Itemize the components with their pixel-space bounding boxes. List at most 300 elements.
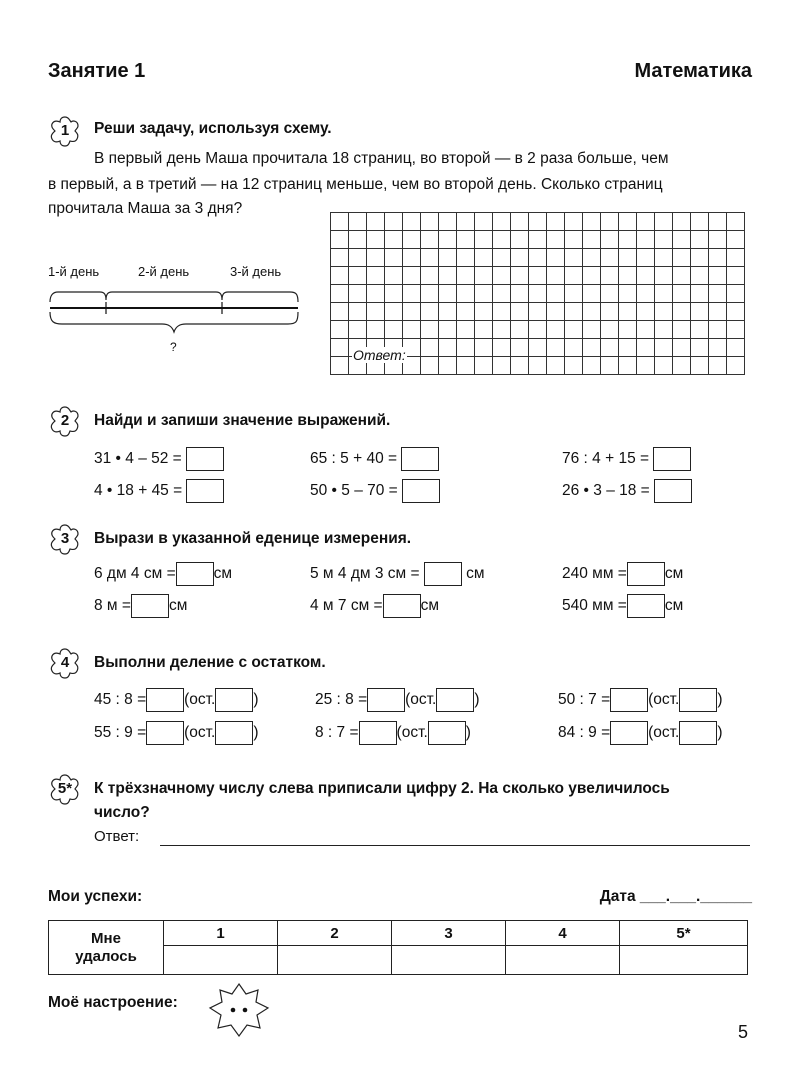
success-cell[interactable] (506, 946, 620, 975)
scheme-bottom-brace (50, 312, 298, 332)
grid-cell[interactable] (403, 249, 421, 267)
grid-cell[interactable] (691, 303, 709, 321)
grid-cell[interactable] (331, 321, 349, 339)
grid-cell[interactable] (601, 339, 619, 357)
grid-cell[interactable] (529, 249, 547, 267)
grid-cell[interactable] (547, 285, 565, 303)
grid-cell[interactable] (727, 321, 745, 339)
grid-cell[interactable] (619, 231, 637, 249)
remainder-close: ) (474, 691, 480, 708)
star-face-icon[interactable] (208, 982, 270, 1038)
scheme-day1-label: 1-й день (48, 264, 100, 279)
answer-box[interactable] (401, 447, 439, 471)
grid-cell[interactable] (457, 339, 475, 357)
grid-cell[interactable] (457, 357, 475, 375)
grid-cell[interactable] (331, 249, 349, 267)
remainder-close: ) (253, 691, 259, 708)
measure-text: 6 дм 4 см = (94, 565, 176, 582)
success-cell[interactable] (278, 946, 392, 975)
grid-cell[interactable] (493, 231, 511, 249)
task-2-badge (48, 404, 82, 438)
grid-cell[interactable] (601, 213, 619, 231)
remainder-label: (ост. (648, 691, 680, 708)
grid-cell[interactable] (547, 213, 565, 231)
grid-cell[interactable] (565, 321, 583, 339)
expression-text: 26 • 3 – 18 = (562, 482, 650, 499)
grid-cell[interactable] (403, 285, 421, 303)
grid-cell[interactable] (691, 357, 709, 375)
unit-label: см (420, 597, 439, 614)
division-text: 45 : 8 = (94, 691, 147, 708)
task-5-answer-line[interactable] (160, 844, 750, 846)
grid-cell[interactable] (475, 321, 493, 339)
answer-box[interactable] (176, 562, 214, 586)
grid-cell[interactable] (385, 213, 403, 231)
grid-cell[interactable] (367, 231, 385, 249)
grid-cell[interactable] (511, 357, 529, 375)
answer-box[interactable] (654, 479, 692, 503)
expression-text: 31 • 4 – 52 = (94, 450, 182, 467)
grid-cell[interactable] (331, 285, 349, 303)
task-3-item (310, 594, 439, 618)
grid-cell[interactable] (529, 303, 547, 321)
grid-cell[interactable] (619, 321, 637, 339)
task-4-item (94, 688, 259, 712)
answer-box[interactable] (627, 594, 665, 618)
grid-cell[interactable] (475, 267, 493, 285)
grid-cell[interactable] (709, 231, 727, 249)
grid-cell[interactable] (493, 357, 511, 375)
grid-cell[interactable] (511, 267, 529, 285)
grid-cell[interactable] (331, 339, 349, 357)
remainder-box[interactable] (436, 688, 474, 712)
quotient-box[interactable] (146, 721, 184, 745)
grid-cell[interactable] (421, 303, 439, 321)
grid-cell[interactable] (691, 267, 709, 285)
grid-cell[interactable] (475, 303, 493, 321)
task-2-item (310, 479, 440, 503)
grid-cell[interactable] (403, 213, 421, 231)
unit-label: см (168, 597, 188, 614)
grid-cell[interactable] (349, 249, 367, 267)
grid-cell[interactable] (727, 249, 745, 267)
grid-cell[interactable] (547, 249, 565, 267)
success-col-header: 3 (392, 921, 506, 946)
grid-cell[interactable] (421, 267, 439, 285)
success-cell[interactable] (164, 946, 278, 975)
grid-cell[interactable] (385, 231, 403, 249)
grid-cell[interactable] (583, 321, 601, 339)
quotient-box[interactable] (146, 688, 184, 712)
expression-text: 4 • 18 + 45 = (94, 482, 183, 499)
grid-cell[interactable] (619, 357, 637, 375)
grid-cell[interactable] (601, 321, 619, 339)
grid-cell[interactable] (403, 267, 421, 285)
grid-cell[interactable] (565, 249, 583, 267)
grid-cell[interactable] (385, 267, 403, 285)
measure-text: 4 м 7 см = (310, 597, 383, 614)
grid-cell[interactable] (709, 357, 727, 375)
remainder-label: (ост. (184, 691, 216, 708)
grid-cell[interactable] (439, 357, 457, 375)
grid-cell[interactable] (619, 267, 637, 285)
grid-cell[interactable] (637, 249, 655, 267)
grid-cell[interactable] (727, 231, 745, 249)
grid-cell[interactable] (439, 321, 457, 339)
answer-box[interactable] (383, 594, 421, 618)
grid-cell[interactable] (475, 339, 493, 357)
answer-box[interactable] (402, 479, 440, 503)
subject-title: Математика (634, 60, 752, 82)
grid-cell[interactable] (475, 357, 493, 375)
grid-cell[interactable] (475, 285, 493, 303)
task-4-number: 4 (60, 654, 70, 671)
quotient-box[interactable] (610, 721, 648, 745)
grid-cell[interactable] (655, 321, 673, 339)
grid-cell[interactable] (565, 339, 583, 357)
grid-cell[interactable] (655, 303, 673, 321)
scheme-top-braces (50, 292, 298, 302)
grid-cell[interactable] (547, 267, 565, 285)
grid-cell[interactable] (385, 285, 403, 303)
grid-cell[interactable] (655, 285, 673, 303)
grid-cell[interactable] (691, 339, 709, 357)
grid-cell[interactable] (637, 339, 655, 357)
grid-cell[interactable] (637, 321, 655, 339)
expression-text: 65 : 5 + 40 = (310, 450, 398, 467)
grid-cell[interactable] (439, 267, 457, 285)
measure-text: 5 м 4 дм 3 см = (310, 565, 420, 582)
grid-cell[interactable] (349, 285, 367, 303)
answer-box[interactable] (424, 562, 462, 586)
grid-cell[interactable] (331, 303, 349, 321)
grid-cell[interactable] (637, 213, 655, 231)
answer-box[interactable] (653, 447, 691, 471)
grid-cell[interactable] (331, 357, 349, 375)
grid-cell[interactable] (439, 249, 457, 267)
task-4-item (315, 721, 471, 745)
grid-cell[interactable] (601, 267, 619, 285)
grid-cell[interactable] (367, 285, 385, 303)
grid-cell[interactable] (349, 231, 367, 249)
task-3-item (562, 562, 683, 586)
grid-cell[interactable] (421, 339, 439, 357)
grid-cell[interactable] (349, 303, 367, 321)
answer-box[interactable] (131, 594, 169, 618)
grid-cell[interactable] (439, 303, 457, 321)
division-text: 50 : 7 = (558, 691, 611, 708)
grid-cell[interactable] (475, 249, 493, 267)
grid-cell[interactable] (457, 267, 475, 285)
task-5-title-line1: К трёхзначному числу слева приписали цифру 2. На сколько увеличилось (94, 780, 670, 797)
task-3-item (94, 594, 187, 618)
success-table (48, 920, 748, 975)
task-3-title: Вырази в указанной еденице измерения. (94, 530, 412, 547)
remainder-label: (ост. (184, 724, 216, 741)
grid-cell[interactable] (727, 285, 745, 303)
grid-cell[interactable] (727, 267, 745, 285)
grid-cell[interactable] (547, 303, 565, 321)
success-col-header: 1 (164, 921, 278, 946)
task-1-title: Реши задачу, используя схему. (94, 120, 332, 137)
success-col-header: 4 (506, 921, 620, 946)
answer-box[interactable] (186, 447, 224, 471)
grid-cell[interactable] (691, 231, 709, 249)
grid-cell[interactable] (403, 303, 421, 321)
grid-cell[interactable] (637, 303, 655, 321)
grid-cell[interactable] (583, 213, 601, 231)
grid-cell[interactable] (565, 267, 583, 285)
grid-cell[interactable] (727, 303, 745, 321)
grid-cell[interactable] (601, 357, 619, 375)
grid-cell[interactable] (385, 303, 403, 321)
expression-text: 50 • 5 – 70 = (310, 482, 398, 499)
grid-cell[interactable] (709, 303, 727, 321)
grid-cell[interactable] (619, 303, 637, 321)
remainder-box[interactable] (215, 721, 253, 745)
remainder-close: ) (253, 724, 259, 741)
grid-cell[interactable] (367, 213, 385, 231)
grid-cell[interactable] (529, 339, 547, 357)
grid-cell[interactable] (529, 285, 547, 303)
grid-cell[interactable] (673, 213, 691, 231)
task-4-item (94, 721, 259, 745)
grid-cell[interactable] (673, 357, 691, 375)
task-4-badge (48, 646, 82, 680)
grid-cell[interactable] (583, 267, 601, 285)
grid-cell[interactable] (691, 213, 709, 231)
grid-cell[interactable] (655, 357, 673, 375)
grid-cell[interactable] (493, 249, 511, 267)
grid-cell[interactable] (673, 339, 691, 357)
scheme-question-mark: ? (170, 340, 177, 354)
grid-cell[interactable] (547, 357, 565, 375)
grid-cell[interactable] (565, 303, 583, 321)
grid-cell[interactable] (637, 357, 655, 375)
date-label: Дата ___.___.______ (599, 888, 752, 905)
grid-cell[interactable] (475, 213, 493, 231)
grid-cell[interactable] (637, 285, 655, 303)
grid-cell[interactable] (673, 303, 691, 321)
grid-cell[interactable] (367, 321, 385, 339)
remainder-box[interactable] (679, 688, 717, 712)
grid-cell[interactable] (367, 267, 385, 285)
scheme-day2-label: 2-й день (138, 264, 190, 279)
grid-cell[interactable] (529, 231, 547, 249)
task-1-badge (48, 114, 82, 148)
unit-label: см (466, 565, 485, 582)
grid-cell[interactable] (601, 231, 619, 249)
measure-text: 540 мм = (562, 597, 627, 614)
grid-cell[interactable] (619, 249, 637, 267)
division-text: 84 : 9 = (558, 724, 611, 741)
grid-cell[interactable] (727, 339, 745, 357)
grid-cell[interactable] (421, 249, 439, 267)
grid-cell[interactable] (565, 357, 583, 375)
grid-cell[interactable] (331, 267, 349, 285)
grid-cell[interactable] (403, 231, 421, 249)
task-1-number: 1 (60, 122, 70, 139)
measure-text: 240 мм = (562, 565, 627, 582)
grid-cell[interactable] (385, 249, 403, 267)
grid-cell[interactable] (565, 213, 583, 231)
grid-cell[interactable] (385, 321, 403, 339)
grid-cell[interactable] (691, 249, 709, 267)
expression-text: 76 : 4 + 15 = (562, 450, 650, 467)
success-cell[interactable] (392, 946, 506, 975)
grid-cell[interactable] (421, 321, 439, 339)
grid-cell[interactable] (655, 231, 673, 249)
remainder-label: (ост. (396, 724, 428, 741)
grid-cell[interactable] (529, 213, 547, 231)
grid-cell[interactable] (511, 303, 529, 321)
grid-cell[interactable] (331, 231, 349, 249)
grid-cell[interactable] (511, 321, 529, 339)
scheme-day3-label: 3-й день (230, 264, 282, 279)
grid-cell[interactable] (439, 339, 457, 357)
grid-cell[interactable] (331, 213, 349, 231)
task-1-text-line2: в первый, а в третий — на 12 страниц меньше, чем во второй день. Сколько страниц (48, 176, 663, 193)
grid-cell[interactable] (601, 303, 619, 321)
grid-cell[interactable] (619, 339, 637, 357)
lesson-title: Занятие 1 (48, 60, 146, 82)
grid-cell[interactable] (511, 249, 529, 267)
grid-cell[interactable] (709, 339, 727, 357)
grid-cell[interactable] (493, 339, 511, 357)
grid-cell[interactable] (709, 249, 727, 267)
grid-cell[interactable] (439, 285, 457, 303)
row-label-line1: Мне (91, 929, 121, 947)
grid-cell[interactable] (709, 285, 727, 303)
grid-cell[interactable] (493, 303, 511, 321)
grid-cell[interactable] (655, 267, 673, 285)
grid-cell[interactable] (619, 213, 637, 231)
grid-cell[interactable] (673, 249, 691, 267)
grid-cell[interactable] (511, 213, 529, 231)
success-cell[interactable] (620, 946, 748, 975)
grid-cell[interactable] (637, 267, 655, 285)
quotient-box[interactable] (610, 688, 648, 712)
grid-cell[interactable] (493, 285, 511, 303)
grid-cell[interactable] (583, 303, 601, 321)
grid-cell[interactable] (457, 231, 475, 249)
grid-cell[interactable] (673, 267, 691, 285)
grid-cell[interactable] (619, 285, 637, 303)
grid-cell[interactable] (547, 231, 565, 249)
grid-cell[interactable] (421, 357, 439, 375)
grid-cell[interactable] (637, 231, 655, 249)
grid-cell[interactable] (457, 249, 475, 267)
grid-cell[interactable] (421, 213, 439, 231)
quotient-box[interactable] (367, 688, 405, 712)
grid-cell[interactable] (709, 321, 727, 339)
task-3-number: 3 (60, 530, 70, 547)
task-4-item (558, 721, 723, 745)
mood-label: Моё настроение: (48, 994, 178, 1011)
grid-cell[interactable] (511, 285, 529, 303)
grid-cell[interactable] (727, 213, 745, 231)
grid-cell[interactable] (493, 321, 511, 339)
remainder-box[interactable] (215, 688, 253, 712)
remainder-label: (ост. (648, 724, 680, 741)
grid-cell[interactable] (529, 357, 547, 375)
grid-cell[interactable] (709, 213, 727, 231)
grid-cell[interactable] (565, 285, 583, 303)
success-label: Мои успехи: (48, 888, 143, 905)
grid-cell[interactable] (457, 321, 475, 339)
grid-cell[interactable] (349, 321, 367, 339)
grid-cell[interactable] (601, 285, 619, 303)
grid-cell[interactable] (673, 321, 691, 339)
grid-cell[interactable] (421, 285, 439, 303)
grid-cell[interactable] (709, 267, 727, 285)
grid-cell[interactable] (457, 303, 475, 321)
grid-cell[interactable] (439, 213, 457, 231)
success-col-header: 2 (278, 921, 392, 946)
task-3-item (310, 562, 485, 586)
grid-cell[interactable] (511, 231, 529, 249)
grid-cell[interactable] (583, 357, 601, 375)
remainder-close: ) (465, 724, 471, 741)
grid-cell[interactable] (367, 249, 385, 267)
grid-cell[interactable] (727, 357, 745, 375)
answer-box[interactable] (627, 562, 665, 586)
task-1-text-line1: В первый день Маша прочитала 18 страниц, во второй — в 2 раза больше, чем (94, 150, 669, 167)
grid-cell[interactable] (691, 285, 709, 303)
grid-cell[interactable] (529, 267, 547, 285)
quotient-box[interactable] (359, 721, 397, 745)
grid-cell[interactable] (421, 231, 439, 249)
grid-cell[interactable] (655, 339, 673, 357)
grid-cell[interactable] (367, 303, 385, 321)
grid-cell[interactable] (493, 213, 511, 231)
grid-cell[interactable] (493, 267, 511, 285)
grid-cell[interactable] (547, 339, 565, 357)
row-label-line2: удалось (75, 947, 137, 965)
grid-cell[interactable] (349, 267, 367, 285)
remainder-label: (ост. (405, 691, 437, 708)
task-2-item (562, 447, 691, 471)
grid-cell[interactable] (655, 249, 673, 267)
grid-cell[interactable] (475, 231, 493, 249)
task-4-title: Выполни деление с остатком. (94, 654, 326, 671)
grid-cell[interactable] (511, 339, 529, 357)
grid-cell[interactable] (439, 231, 457, 249)
grid-cell[interactable] (583, 339, 601, 357)
grid-cell[interactable] (403, 321, 421, 339)
remainder-box[interactable] (679, 721, 717, 745)
grid-cell[interactable] (655, 213, 673, 231)
grid-cell[interactable] (457, 213, 475, 231)
grid-cell[interactable] (529, 321, 547, 339)
grid-cell[interactable] (547, 321, 565, 339)
grid-cell[interactable] (565, 231, 583, 249)
grid-cell[interactable] (673, 285, 691, 303)
grid-cell[interactable] (601, 249, 619, 267)
grid-cell[interactable] (583, 249, 601, 267)
task-2-item (310, 447, 439, 471)
grid-cell[interactable] (673, 231, 691, 249)
answer-box[interactable] (186, 479, 224, 503)
grid-cell[interactable] (583, 285, 601, 303)
grid-cell[interactable] (349, 213, 367, 231)
task-2-item (94, 479, 224, 503)
task-5-number: 5* (57, 780, 73, 797)
grid-cell[interactable] (691, 321, 709, 339)
grid-cell[interactable] (583, 231, 601, 249)
grid-cell[interactable] (457, 285, 475, 303)
remainder-box[interactable] (428, 721, 466, 745)
